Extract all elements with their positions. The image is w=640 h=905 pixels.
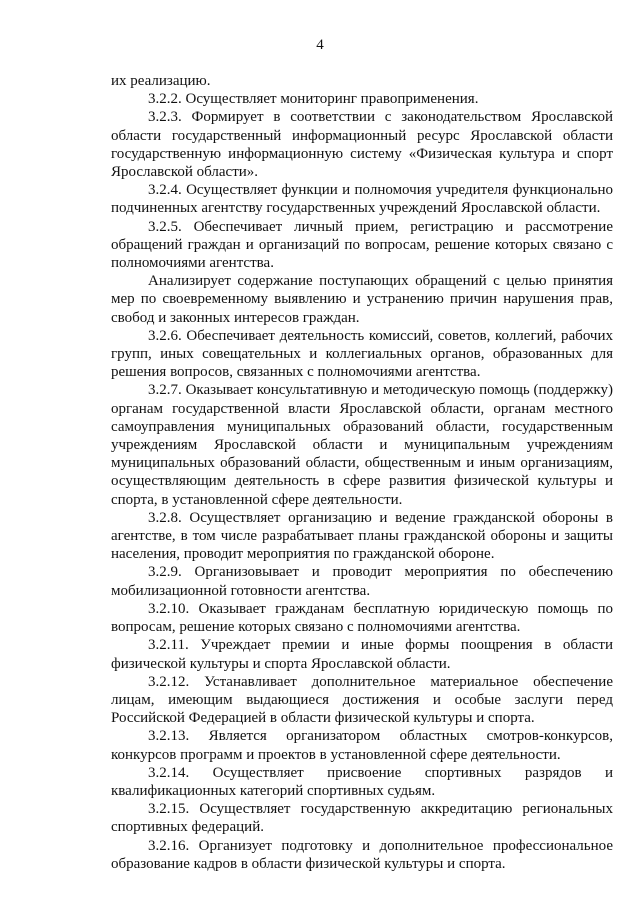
paragraph-3-2-5: 3.2.5. Обеспечивает личный прием, регистрацию и рассмотрение обращений граждан и организаций по вопросам, решение которых связано с полномочиями агентства. xyxy=(111,218,613,272)
page-number: 4 xyxy=(316,37,324,53)
paragraph-3-2-11: 3.2.11. Учреждает премии и иные формы поощрения в области физической культуры и спорта Ярославской области. xyxy=(111,637,613,672)
paragraph-3-2-7: 3.2.7. Оказывает консультативную и методическую помощь (поддержку) органам государственной власти Ярославской области, органам местного самоуправления муниципальных образований области, государственным учреждениям Ярославской области и муниципальным учреждениям муниципальных образований области, общественным и иным организациям, осуществляющим деятельность в сфере развития физической культуры и спорта, в установленной сфере деятельности. xyxy=(111,382,613,508)
paragraph-3-2-8: 3.2.8. Осуществляет организацию и ведение гражданской обороны в агентстве, в том числе разрабатывает планы гражданской обороны и защиты населения, проводит мероприятия по гражданской обороне. xyxy=(111,509,613,563)
paragraph-3-2-3: 3.2.3. Формирует в соответствии с законодательством Ярославской области государственный информационный ресурс Ярославской области государственную информационную систему «Физическая культура и спорт Ярославской области». xyxy=(111,109,613,181)
paragraph-3-2-4: 3.2.4. Осуществляет функции и полномочия учредителя функционально подчиненных агентству государственных учреждений Ярославской области. xyxy=(111,182,613,217)
paragraph-3-2-5-continued: Анализирует содержание поступающих обращений с целью принятия мер по своевременному выявлению и устранению причин нарушения прав, свобод и законных интересов граждан. xyxy=(111,273,613,326)
paragraph-3-2-15: 3.2.15. Осуществляет государственную аккредитацию региональных спортивных федераций. xyxy=(111,801,613,836)
paragraph-3-2-13: 3.2.13. Является организатором областных смотров-конкурсов, конкурсов программ и проектов в установленной сфере деятельности. xyxy=(111,728,613,763)
paragraph-3-2-6: 3.2.6. Обеспечивает деятельность комиссий, советов, коллегий, рабочих групп, иных совещательных и коллегиальных органов, образованных для решения вопросов, связанных с полномочиями агентства. xyxy=(111,327,613,381)
paragraph-3-2-2: 3.2.2. Осуществляет мониторинг правоприменения. xyxy=(148,91,479,108)
paragraph-3-2-9: 3.2.9. Организовывает и проводит мероприятия по обеспечению мобилизационной готовности агентства. xyxy=(111,564,613,599)
paragraph-3-2-14: 3.2.14. Осуществляет присвоение спортивных разрядов и квалификационных категорий спортивных судьям. xyxy=(111,764,613,799)
paragraph-3-2-12: 3.2.12. Устанавливает дополнительное материальное обеспечение лицам, имеющим выдающиеся достижения и особые заслуги перед Российской Федерацией в области физической культуры и спорта. xyxy=(111,673,613,727)
paragraph-continuation: их реализацию. xyxy=(111,73,211,89)
paragraph-3-2-10: 3.2.10. Оказывает гражданам бесплатную юридическую помощь по вопросам, решение которых связано с полномочиями агентства. xyxy=(111,600,613,636)
document-body xyxy=(111,72,613,873)
paragraph-3-2-16: 3.2.16. Организует подготовку и дополнительное профессиональное образование кадров в области физической культуры и спорта. xyxy=(111,837,613,872)
